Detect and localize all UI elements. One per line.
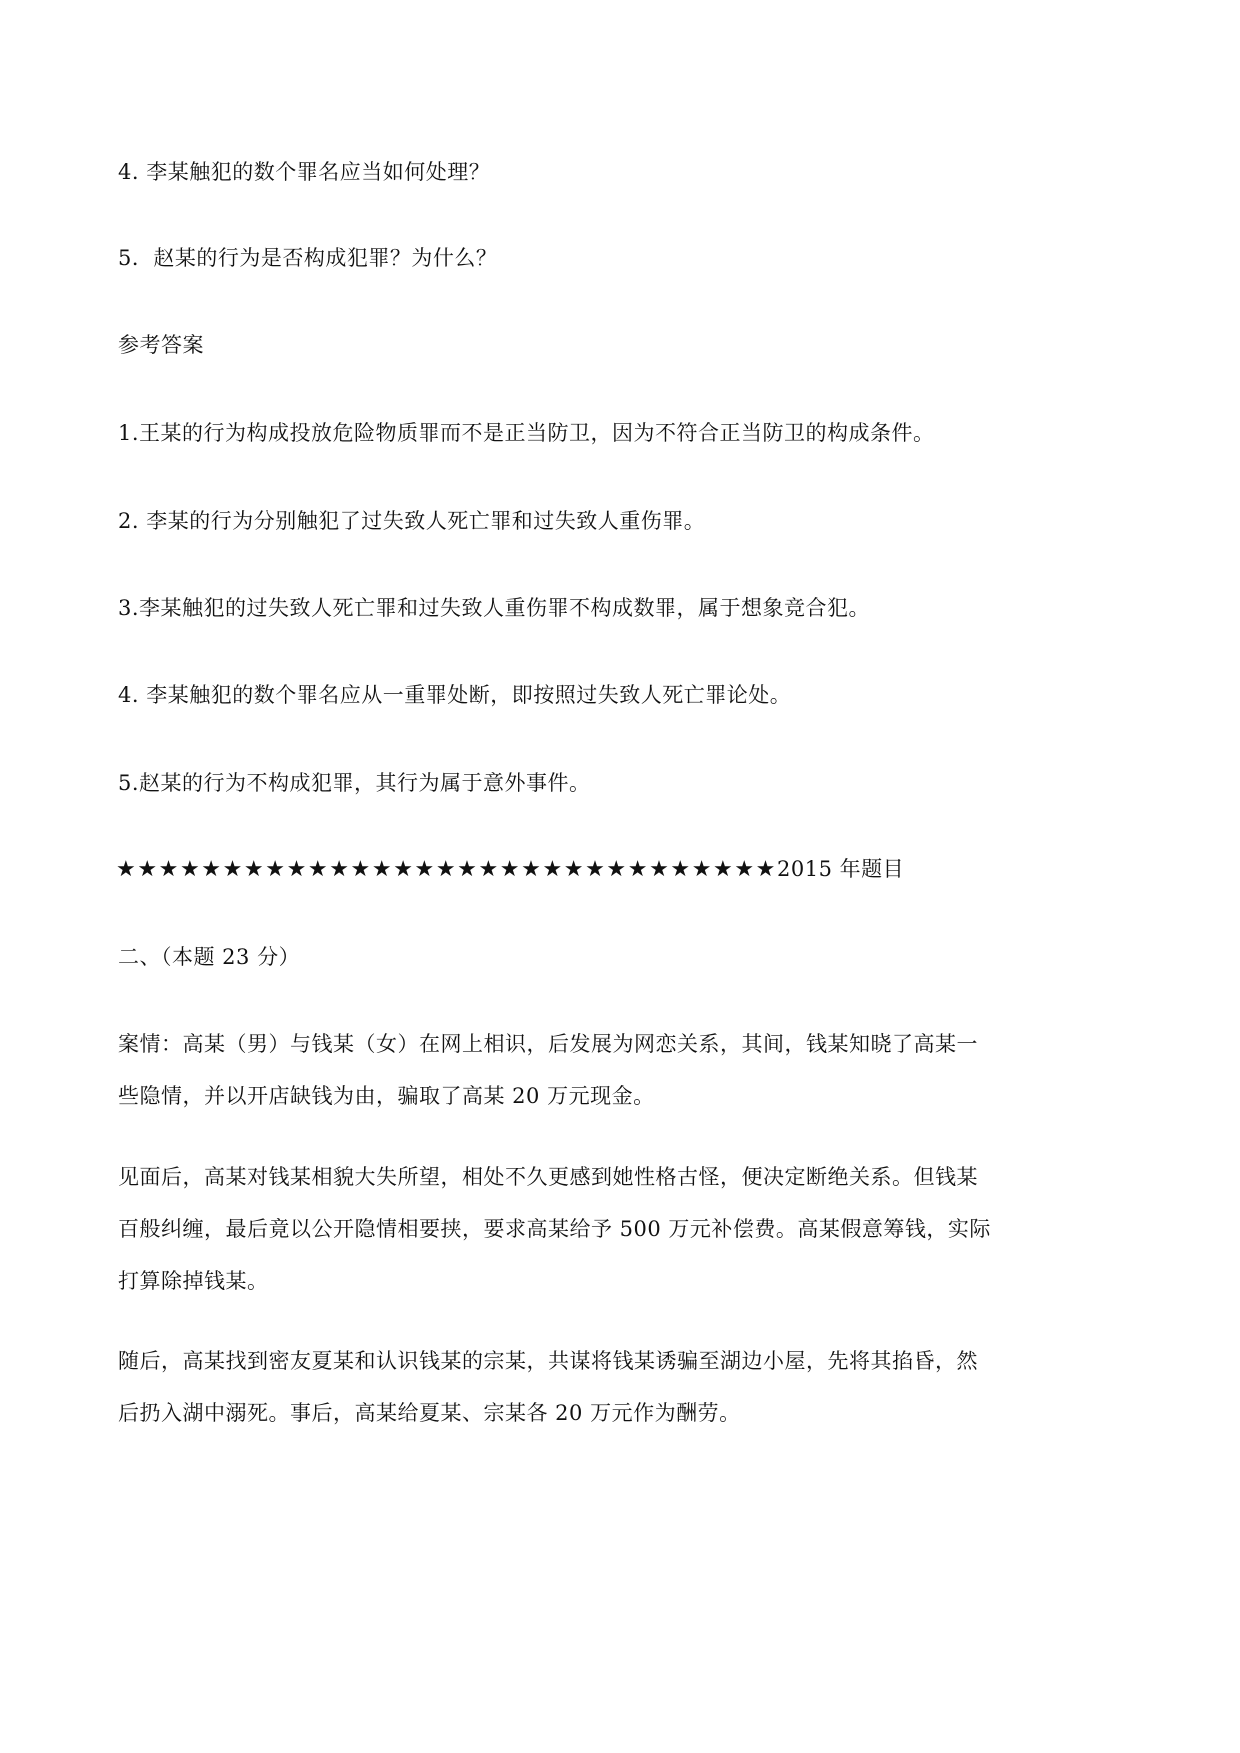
answers-heading: 参考答案	[118, 333, 204, 357]
case-paragraph-3	[118, 1347, 1128, 1451]
case-paragraph-2	[118, 1163, 1128, 1319]
answer-5: 5.赵某的行为不构成犯罪，其行为属于意外事件。	[118, 771, 591, 795]
question-4: 4. 李某触犯的数个罪名应当如何处理？	[118, 160, 491, 184]
answer-4: 4. 李某触犯的数个罪名应从一重罪处断，即按照过失致人死亡罪论处。	[118, 683, 792, 707]
case-paragraph-1	[118, 1030, 1128, 1134]
case-p2-line-1: 见面后，高某对钱某相貌大失所望，相处不久更感到她性格古怪，便决定断绝关系。但钱某	[118, 1165, 978, 1189]
case-p1-line-2: 些隐情，并以开店缺钱为由，骗取了高某 20 万元现金。	[118, 1084, 655, 1108]
section-title: 二、（本题 23 分）	[118, 945, 301, 969]
case-p2-line-3: 打算除掉钱某。	[118, 1269, 269, 1293]
star-divider	[116, 855, 904, 884]
case-p2-line-2: 百般纠缠，最后竟以公开隐情相要挟，要求高某给予 500 万元补偿费。高某假意筹钱，实际	[118, 1217, 991, 1241]
answer-2: 2. 李某的行为分别触犯了过失致人死亡罪和过失致人重伤罪。	[118, 509, 706, 533]
star-row: ★★★★★★★★★★★★★★★★★★★★★★★★★★★★★★★	[116, 857, 778, 882]
year-label: 2015 年题目	[777, 857, 905, 881]
case-p3-line-2: 后扔入湖中溺死。事后，高某给夏某、宗某各 20 万元作为酬劳。	[118, 1401, 741, 1425]
answer-1: 1.王某的行为构成投放危险物质罪而不是正当防卫，因为不符合正当防卫的构成条件。	[118, 421, 935, 445]
case-p1-line-1: 案情：高某（男）与钱某（女）在网上相识，后发展为网恋关系，其间，钱某知晓了高某一	[118, 1032, 978, 1056]
answer-3: 3.李某触犯的过失致人死亡罪和过失致人重伤罪不构成数罪，属于想象竞合犯。	[118, 596, 871, 620]
question-5: 5．赵某的行为是否构成犯罪？为什么？	[118, 246, 498, 270]
case-p3-line-1: 随后，高某找到密友夏某和认识钱某的宗某，共谋将钱某诱骗至湖边小屋，先将其掐昏，然	[118, 1349, 978, 1373]
